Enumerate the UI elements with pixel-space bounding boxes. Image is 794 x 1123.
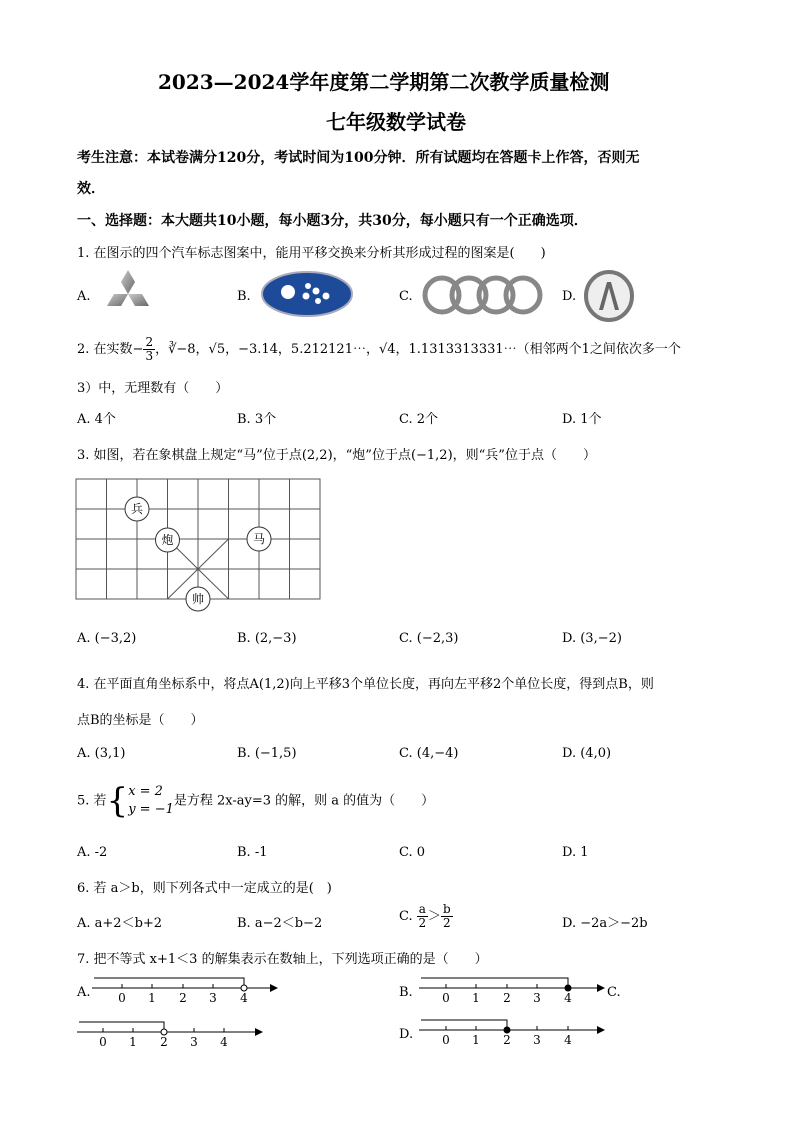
svg-text:2: 2 [503,991,511,1005]
svg-text:3: 3 [533,1033,541,1047]
piece-ma: 马 [252,532,266,546]
svg-text:3: 3 [209,991,217,1005]
q7-number-line-c [75,1016,265,1052]
piece-bing: 兵 [130,502,144,516]
svg-text:0: 0 [442,1033,450,1047]
q2-fraction: $\frac{2}{3}$ [145,335,154,363]
q1-stem: 1. 在图示的四个汽车标志图案中，能用平移交换来分析其形成过程的图案是( ) [77,246,546,261]
svg-text:3: 3 [533,991,541,1005]
page-subtitle: 七年级数学试卷 [326,110,466,134]
q6-option-d: D. −2a＞−2b [562,916,648,931]
q1-label-c: C. [399,289,413,304]
q5-suffix: 是方程 2x-ay=3 的解，则 a 的值为（ ） [173,793,435,809]
q2-items: ，∛−8，√5，−3.14，5.212121⋯，√4，1.1313313331⋯（相邻两个1之间依次多一个 [155,342,681,357]
notice-line1: 考生注意：本试卷满分120分，考试时间为100分钟．所有试题均在答题卡上作答，否则无 [77,150,640,166]
svg-text:2: 2 [160,1035,168,1049]
svg-text:4: 4 [564,1033,572,1047]
svg-text:1: 1 [148,991,156,1005]
q4-option-d: D. (4,0) [562,746,612,761]
q5-option-a: A. -2 [77,845,108,860]
q2-prefix: 2. 在实数 [77,342,133,357]
subaru-logo-icon [260,270,354,318]
svg-text:0: 0 [118,991,126,1005]
svg-text:1: 1 [129,1035,137,1049]
q2-line1: 2. 在实数− $\frac{2}{3}$ ，∛−8，√5，−3.14，5.212121⋯，√4，1.1313313331⋯（相邻两个1之间依次多一个 [77,335,681,363]
q6-option-b: B. a−2＜b−2 [237,916,323,931]
q7-stem: 7. 把不等式 x+1＜3 的解集表示在数轴上，下列选项正确的是（ ） [77,952,488,967]
q3-option-b: B. (2,−3) [237,631,297,646]
q5-system: x = 2 y = −1 [128,784,174,817]
q4-line1: 4. 在平面直角坐标系中，将点A(1,2)向上平移3个单位长度，再向左平移2个单位长度，得到点B，则 [77,677,654,692]
mitsubishi-logo-icon [97,268,159,324]
svg-text:2: 2 [179,991,187,1005]
q4-line2: 点B的坐标是（ ） [77,713,204,728]
q3-stem: 3. 如图，若在象棋盘上规定“马”位于点(2,2)，“炮”位于点(−1,2)，则“兵”位于点（ ） [77,448,596,463]
svg-text:1: 1 [472,991,480,1005]
svg-text:3: 3 [190,1035,198,1049]
svg-text:1: 1 [472,1033,480,1047]
q7-number-line-d [417,1014,607,1050]
q2-option-a: A. 4个 [77,412,116,427]
q5-option-d: D. 1 [562,845,589,860]
q7-label-c: C. [607,985,621,1000]
q7-label-b: B. [399,985,413,1000]
acura-logo-icon [583,270,635,322]
q6-option-c: C. $\frac{a}{2}$ ＞ $\frac{b}{2}$ [399,902,451,930]
q3-option-c: C. (−2,3) [399,631,459,646]
svg-text:4: 4 [240,991,248,1005]
q5-prefix: 5. 若 [77,793,107,809]
q5-line: 5. 若{ x = 2 y = −1 是方程 2x-ay=3 的解，则 a 的值为（ ） [77,781,435,821]
q1-label-a: A. [77,289,91,304]
notice-line2: 效． [77,181,105,197]
q1-label-d: D. [562,289,577,304]
q7-label-d: D. [399,1027,414,1042]
chess-board-diagram [75,478,323,618]
q5-option-b: B. -1 [237,845,268,860]
q7-number-line-a [90,972,280,1008]
piece-pao: 炮 [161,533,174,547]
q2-line2: 3）中，无理数有（ ） [77,381,229,396]
q5-option-c: C. 0 [399,845,426,860]
q2-option-d: D. 1个 [562,412,602,427]
q4-option-a: A. (3,1) [77,746,126,761]
q3-option-d: D. (3,−2) [562,631,622,646]
q7-number-line-b [417,972,607,1008]
q4-option-b: B. (−1,5) [237,746,297,761]
q7-label-a: A. [77,985,91,1000]
audi-logo-icon [420,274,548,316]
piece-shuai: 帅 [191,592,205,606]
svg-text:2: 2 [503,1033,511,1047]
q4-option-c: C. (4,−4) [399,746,459,761]
q3-option-a: A. (−3,2) [77,631,137,646]
q1-label-b: B. [237,289,251,304]
svg-text:0: 0 [442,991,450,1005]
page-title: 2023—2024学年度第二学期第二次教学质量检测 [158,70,610,94]
svg-text:4: 4 [220,1035,228,1049]
svg-text:0: 0 [99,1035,107,1049]
section-heading: 一、选择题：本大题共10小题，每小题3分，共30分，每小题只有一个正确选项． [77,213,588,229]
svg-text:4: 4 [564,991,572,1005]
q6-option-a: A. a+2＜b+2 [77,916,163,931]
q2-option-b: B. 3个 [237,412,277,427]
q6-stem: 6. 若 a＞b，则下列各式中一定成立的是( ) [77,881,332,896]
q2-option-c: C. 2个 [399,412,439,427]
